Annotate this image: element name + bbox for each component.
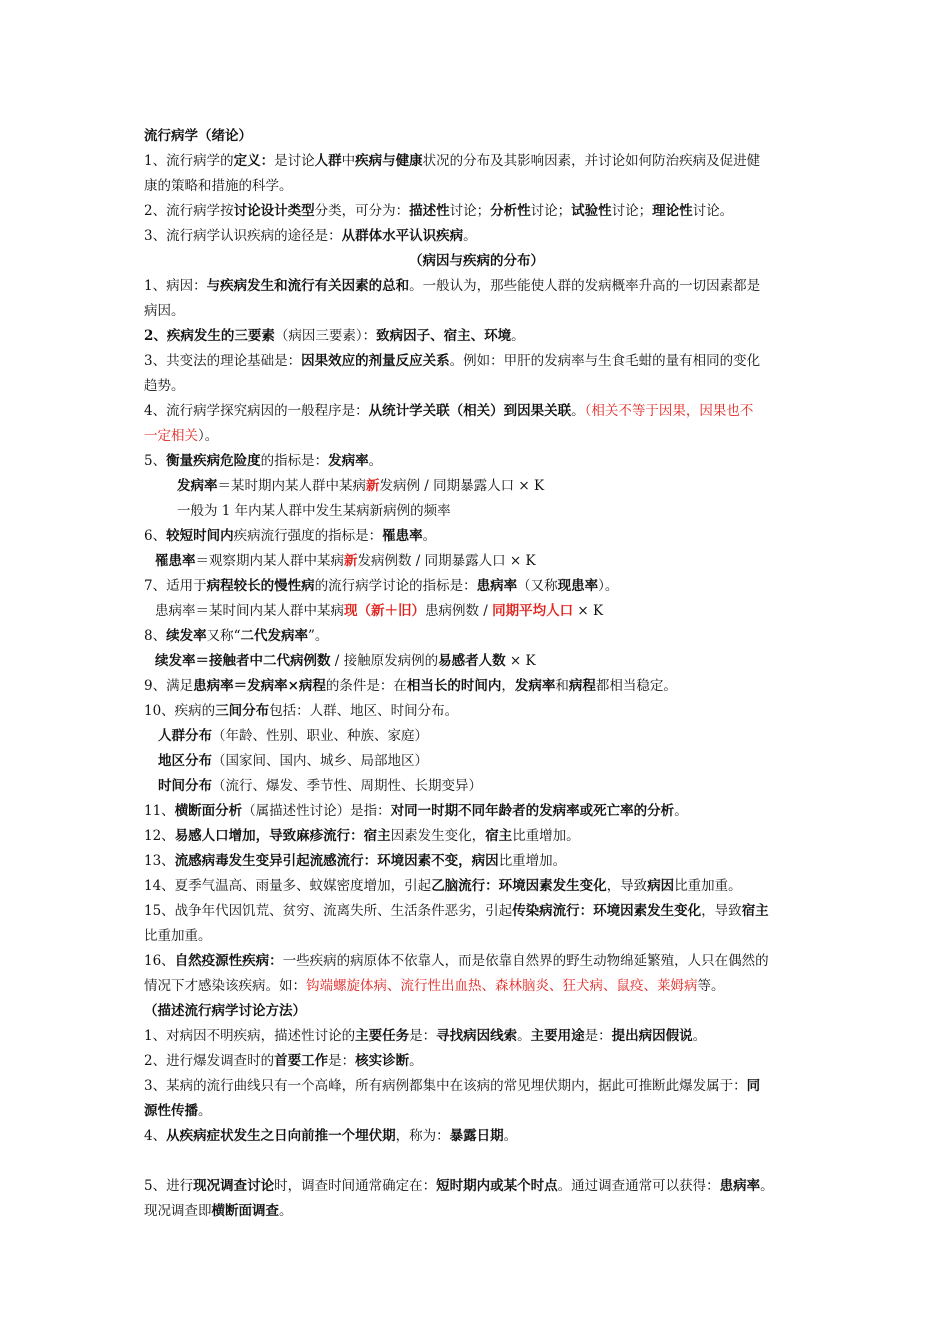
formula-incidence: 发病率＝某时期内某人群中某病新发病例 / 同期暴露人口 × K (177, 478, 545, 494)
paragraph-outbreak: 2、进行爆发调查时的首要工作是：核实诊断。 (144, 1053, 423, 1069)
paragraph-survey-cont: 现况调查即横断面调查。 (144, 1203, 293, 1219)
paragraph-exposure-date: 4、从疾病症状发生之日向前推一个埋伏期，称为：暴露日期。 (144, 1128, 518, 1144)
paragraph-survey: 5、进行现况调查讨论时，调查时间通常确定在：短时期内或某个时点。通过调查通常可以获得：患病率。 (144, 1178, 774, 1194)
paragraph-natural-focus: 16、自然疫源性疾病：一些疾病的病原体不依靠人，而是依靠自然界的野生动物绵延繁殖，人只在偶然的 (144, 953, 769, 969)
list-item-population: 人群分布（年龄、性别、职业、种族、家庭） (158, 728, 428, 744)
paragraph-risk-index: 5、衡量疾病危险度的指标是：发病率。 (144, 453, 383, 469)
document-title: 流行病学（绪论） (144, 128, 252, 144)
paragraph-influenza: 13、流感病毒发生变异引起流感流行：环境因素不变，病因比重增加。 (144, 853, 567, 869)
paragraph-secondary-rate: 8、续发率又称“二代发病率”。 (144, 628, 329, 644)
paragraph-classification: 2、流行病学按讨论设计类型分类，可分为：描述性讨论；分析性讨论；试验性讨论；理论性讨论。 (144, 203, 734, 219)
paragraph-main-task: 1、对病因不明疾病，描述性讨论的主要任务是：寻找病因线索。主要用途是：提出病因假说。 (144, 1028, 707, 1044)
paragraph-encephalitis: 14、夏季气温高、雨量多、蚊媒密度增加，引起乙脑流行：环境因素发生变化，导致病因比重加重。 (144, 878, 742, 894)
formula-prevalence: 患病率＝某时间内某人群中某病现（新＋旧）患病例数 / 同期平均人口 × K (155, 603, 604, 619)
document-body (144, 124, 809, 1224)
paragraph-covariation-cont: 趋势。 (144, 378, 185, 394)
paragraph-natural-focus-cont: 情况下才感染该疾病。如：钩端螺旋体病、流行性出血热、森林脑炎、狂犬病、鼠疫、莱姆病等。 (144, 978, 725, 994)
list-item-time: 时间分布（流行、爆发、季节性、周期性、长期变异） (158, 778, 482, 794)
paragraph-measles: 12、易感人口增加，导致麻疹流行：宿主因素发生变化，宿主比重增加。 (144, 828, 580, 844)
paragraph-cause: 1、病因：与疾病发生和流行有关因素的总和。一般认为，那些能使人群的发病概率升高的一切因素都是 (144, 278, 761, 294)
blank-line (144, 1149, 809, 1174)
section-title-descriptive: （描述流行病学讨论方法） (144, 1003, 306, 1019)
paragraph-cross-section: 11、横断面分析（属描述性讨论）是指：对同一时期不同年龄者的发病率或死亡率的分析。 (144, 803, 688, 819)
paragraph-three-distribution: 10、疾病的三间分布包括：人群、地区、时间分布。 (144, 703, 459, 719)
paragraph-cause-cont: 病因。 (144, 303, 185, 319)
paragraph-definition: 1、流行病学的定义：是讨论人群中疾病与健康状况的分布及其影响因素，并讨论如何防治疾病及促进健 (144, 153, 761, 169)
paragraph-procedure-cont: 一定相关）。 (144, 428, 219, 444)
list-item-region: 地区分布（国家间、国内、城乡、局部地区） (158, 753, 428, 769)
paragraph-epidemic-curve-cont: 源性传播。 (144, 1103, 212, 1119)
paragraph-attack-rate: 6、较短时间内疾病流行强度的指标是：罹患率。 (144, 528, 437, 544)
paragraph-epidemic-curve: 3、某病的流行曲线只有一个高峰，所有病例都集中在该病的常见埋伏期内，据此可推断此爆发属于：同 (144, 1078, 761, 1094)
section-title-etiology: （病因与疾病的分布） (409, 253, 544, 269)
formula-attack-rate: 罹患率＝观察期内某人群中某病新发病例数 / 同期暴露人口 × K (155, 553, 536, 569)
paragraph-definition-cont: 康的策略和措施的科学。 (144, 178, 293, 194)
paragraph-prevalence: 7、适用于病程较长的慢性病的流行病学讨论的指标是：患病率（又称现患率）。 (144, 578, 619, 594)
paragraph-war-epidemic: 15、战争年代因饥荒、贫穷、流离失所、生活条件恶劣，引起传染病流行：环境因素发生变化，导致宿主 (144, 903, 769, 919)
note-incidence: 一般为 1 年内某人群中发生某病新病例的频率 (177, 503, 451, 519)
paragraph-procedure: 4、流行病学探究病因的一般程序是：从统计学关联（相关）到因果关联。（相关不等于因果，因果也不 (144, 403, 754, 419)
paragraph-covariation: 3、共变法的理论基础是：因果效应的剂量反应关系。例如：甲肝的发病率与生食毛蚶的量有相同的变化 (144, 353, 761, 369)
formula-secondary-rate: 续发率＝接触者中二代病例数 / 接触原发病例的易感者人数 × K (155, 653, 536, 669)
paragraph-prevalence-condition: 9、满足患病率＝发病率×病程的条件是：在相当长的时间内，发病率和病程都相当稳定。 (144, 678, 677, 694)
paragraph-approach: 3、流行病学认识疾病的途径是：从群体水平认识疾病。 (144, 228, 477, 244)
paragraph-war-epidemic-cont: 比重加重。 (144, 928, 212, 944)
paragraph-three-elements: 2、疾病发生的三要素（病因三要素）：致病因子、宿主、环境。 (144, 328, 525, 344)
